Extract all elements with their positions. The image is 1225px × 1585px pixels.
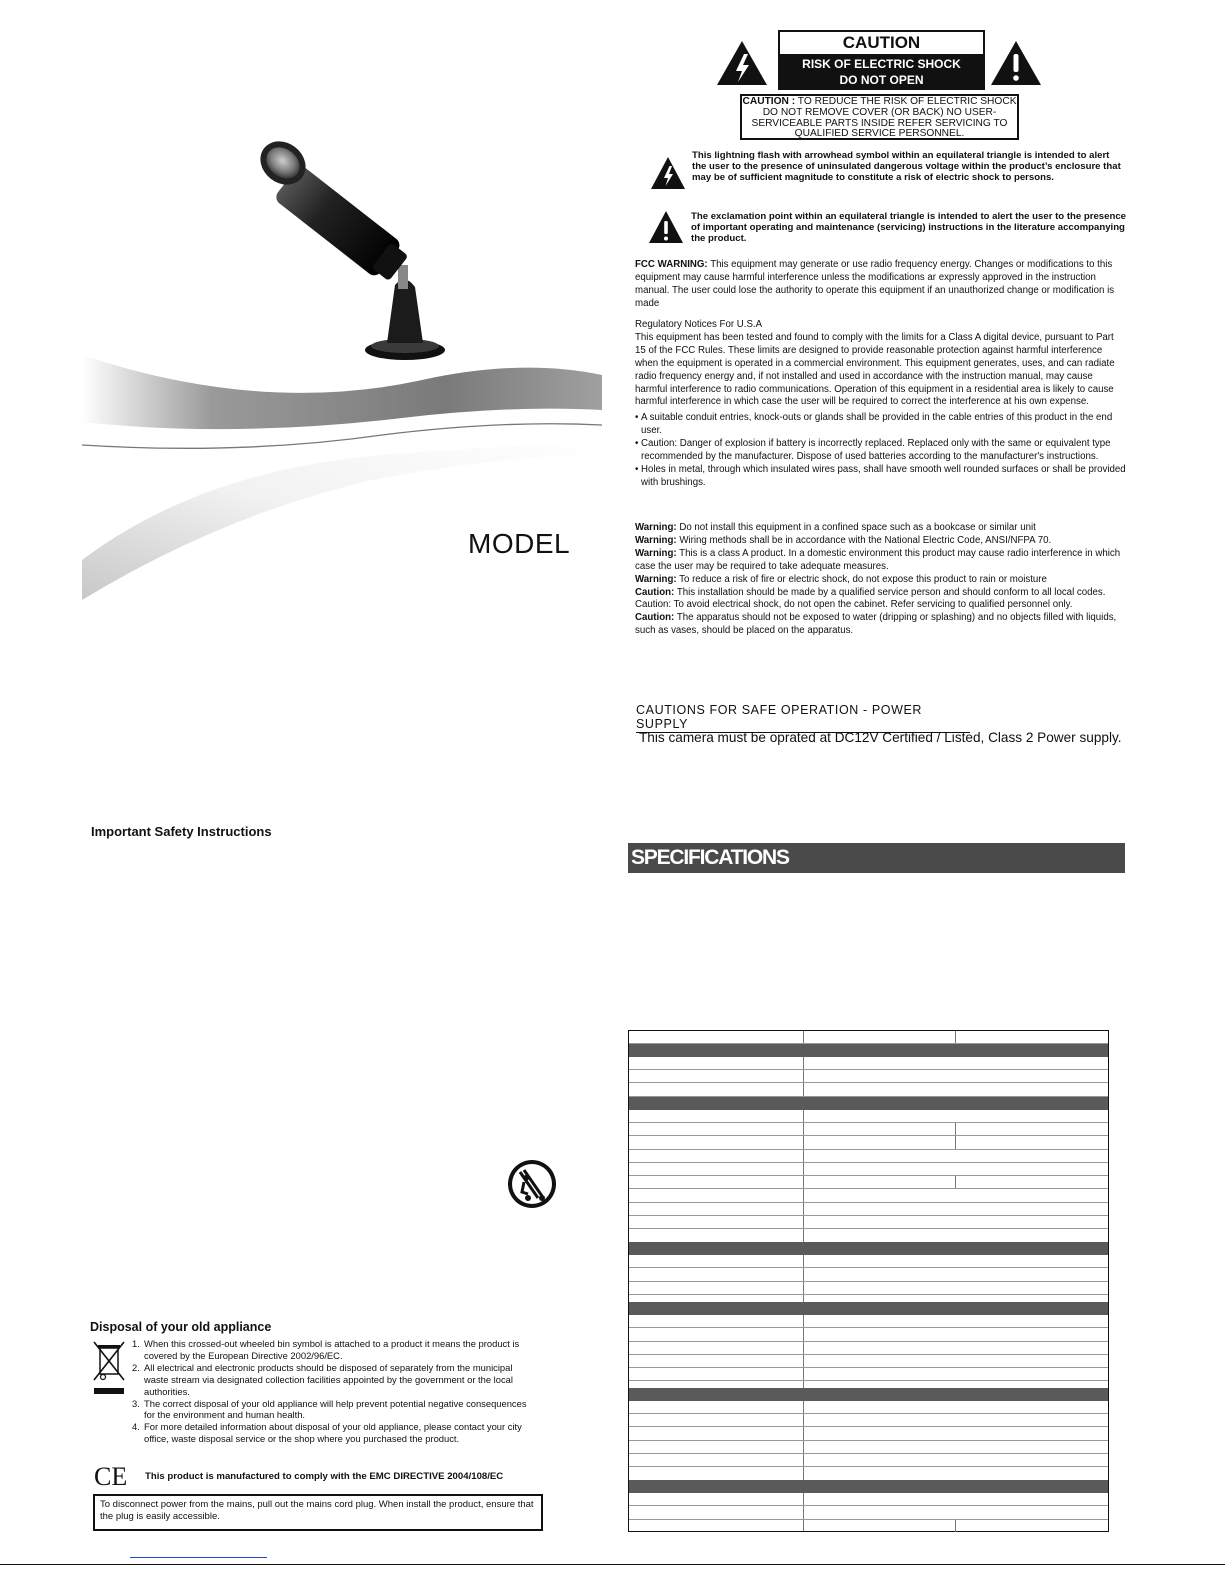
emc-compliance-text: This product is manufactured to comply with the EMC DIRECTIVE 2004/108/EC [145, 1471, 504, 1482]
warning-line: Warning: Do not install this equipment in a confined space such as a bookcase or similar unit [635, 522, 1036, 533]
ce-mark-icon: CE [94, 1462, 128, 1491]
warning-line: Warning: To reduce a risk of fire or electric shock, do not expose this product to rain or moisture [635, 573, 1047, 585]
table-row [629, 1401, 1108, 1414]
caution-sub-text: TO REDUCE THE RISK OF ELECTRIC SHOCK DO NOT REMOVE COVER (OR BACK) NO USER-SERVICEABLE PARTS INSIDE REFER SERVICING TO QUALIFIED SERVICE PERSONNEL. [751, 96, 1017, 140]
table-section-row [629, 1242, 1108, 1255]
table-row [629, 1520, 1108, 1532]
table-row [629, 1123, 1108, 1136]
table-row [629, 1150, 1108, 1163]
list-item: 2. All electrical and electronic products should be disposed of separately from the municipal waste stream via designated collection facilities appointed by the government or the local authorities. [132, 1361, 513, 1397]
table-row [629, 1070, 1108, 1083]
table-row [629, 1268, 1108, 1282]
caution-label-box [778, 30, 985, 90]
list-item: 3. The correct disposal of your old appliance will help prevent potential negative consequences for the environment and human health. [132, 1397, 527, 1421]
lightning-triangle-icon [716, 40, 768, 86]
caution-subtext-box [740, 94, 1019, 140]
regulatory-notices [635, 319, 1127, 490]
model-label: MODEL [468, 528, 571, 559]
disposal-title: Disposal of your old appliance [90, 1320, 272, 1334]
risk-line-1: RISK OF ELECTRIC SHOCK [802, 57, 961, 71]
table-row [629, 1083, 1108, 1097]
exclamation-triangle-icon [990, 40, 1042, 86]
caution-sub-label: CAUTION : [742, 96, 796, 107]
crossed-bin-icon [92, 1340, 126, 1396]
table-row [629, 1203, 1108, 1216]
power-supply-heading: CAUTIONS FOR SAFE OPERATION - POWER SUPPLY [636, 703, 970, 733]
caution-risk-banner [780, 54, 983, 88]
list-item: • A suitable conduit entries, knock-outs or glands shall be provided in the cable entries of this product in the end user. [635, 412, 1113, 437]
table-row [629, 1057, 1108, 1070]
warning-line: Warning: This is a class A product. In a domestic environment this product may cause radio interference in which case the user may be required to take adequate measures. [635, 547, 1121, 572]
table-row [629, 1493, 1108, 1506]
power-supply-text: This camera must be oprated at DC12V Certified / Listed, Class 2 Power supply. [639, 730, 1122, 745]
table-row [629, 1255, 1108, 1268]
table-section-row [629, 1044, 1108, 1057]
table-row [629, 1176, 1108, 1189]
table-row [629, 1506, 1108, 1520]
fcc-warning [635, 259, 1127, 311]
table-row [629, 1427, 1108, 1441]
table-row [629, 1441, 1108, 1454]
fcc-text: This equipment may generate or use radio frequency energy. Changes or modifications to this equipment may cause harmful interference unless the modifications ar expressly approved in the instruction manual. The user could lose the authority to operate this equipment if an unauthorized change or modification is made [635, 259, 1115, 309]
list-item: 4. For more detailed information about disposal of your old appliance, please contact your city office, waste disposal service or the shop where you purchased the product. [132, 1421, 522, 1445]
table-row [629, 1216, 1108, 1229]
specifications-table [628, 1030, 1109, 1532]
lightning-symbol-text: This lightning flash with arrowhead symbol within an equilateral triangle is intended to alert the user to the presence of uninsulated dangerous voltage within the product’s enclosure that may be of sufficient magnitude to constitute a risk of electric shock to persons. [692, 150, 1121, 184]
cart-warning-icon [506, 1158, 558, 1210]
fcc-label: FCC WARNING: [635, 259, 708, 270]
disconnect-notice: To disconnect power from the mains, pull out the mains cord plug. When install the product, ensure that the plug is easily accessible. [93, 1494, 543, 1531]
warning-line: Caution: This installation should be made by a qualified service person and should conform to all local codes. [635, 586, 1106, 598]
warning-line: Warning: Wiring methods shall be in accordance with the National Electric Code, ANSI/NFPA 70. [635, 534, 1052, 546]
table-row [629, 1454, 1108, 1467]
table-section-row [629, 1480, 1108, 1493]
lightning-symbol-icon [650, 156, 686, 190]
table-row [629, 1414, 1108, 1427]
table-row [629, 1136, 1108, 1150]
specifications-title: SPECIFICATIONS [631, 846, 789, 869]
table-row [629, 1355, 1108, 1368]
disposal-list [132, 1338, 532, 1445]
table-row [629, 1031, 1108, 1044]
table-section-row [629, 1097, 1108, 1110]
table-row [629, 1368, 1108, 1381]
regulatory-bullets [635, 412, 1127, 489]
table-row [629, 1189, 1108, 1203]
table-row [629, 1163, 1108, 1176]
table-section-row [629, 1302, 1108, 1315]
table-row [629, 1342, 1108, 1355]
table-section-row [629, 1388, 1108, 1401]
regulatory-title: Regulatory Notices For U.S.A [635, 319, 763, 330]
list-item: • Holes in metal, through which insulated wires pass, shall have smooth well rounded surfaces or shall be provided with brushings. [635, 463, 1126, 488]
decorative-swoosh [82, 330, 602, 610]
warnings-block [635, 522, 1127, 638]
warning-line: Caution: The apparatus should not be exposed to water (dripping or splashing) and no objects filled with liquids, such as vases, should be placed on the apparatus. [635, 612, 1117, 637]
exclamation-symbol-icon [648, 210, 684, 244]
warning-line: Caution: To avoid electrical shock, do not open the cabinet. Refer servicing to qualified personnel only. [635, 599, 1073, 611]
table-row [629, 1110, 1108, 1123]
caution-title: CAUTION [780, 32, 983, 54]
table-row [629, 1315, 1108, 1328]
page-bottom-rule [0, 1564, 1225, 1565]
footer-link-underline [130, 1557, 267, 1558]
exclamation-symbol-text: The exclamation point within an equilateral triangle is intended to alert the user to the presence of important operating and maintenance (servicing) instructions in the literature accompanying the product. [691, 211, 1127, 245]
safety-instructions-title: Important Safety Instructions [91, 824, 272, 839]
list-item: 1. When this crossed-out wheeled bin symbol is attached to a product it means the product is covered by the European Directive 2002/96/EC. [132, 1338, 520, 1361]
specifications-header [628, 843, 1125, 873]
table-row [629, 1282, 1108, 1295]
table-row [629, 1328, 1108, 1342]
list-item: • Caution: Danger of explosion if battery is incorrectly replaced. Replaced only with the same or equivalent type recommended by the manufacturer. Dispose of used batteries according to the manufacturer's instructions. [635, 438, 1111, 463]
risk-line-2: DO NOT OPEN [839, 73, 924, 87]
regulatory-text: This equipment has been tested and found to comply with the limits for a Class A digital device, pursuant to Part 15 of the FCC Rules. These limits are designed to provide reasonable protection against harmful interference when the equipment is operated in a commercial environment. This equipment generates, uses, and can radiate radio frequency energy and, if not installed and used in accordance with the instruction manual, may cause harmful interference to radio communications. Operation of this equipment in a residential area is likely to cause harmful interference in which case the user will be required to correct the interference at his own expense. [635, 331, 1115, 408]
